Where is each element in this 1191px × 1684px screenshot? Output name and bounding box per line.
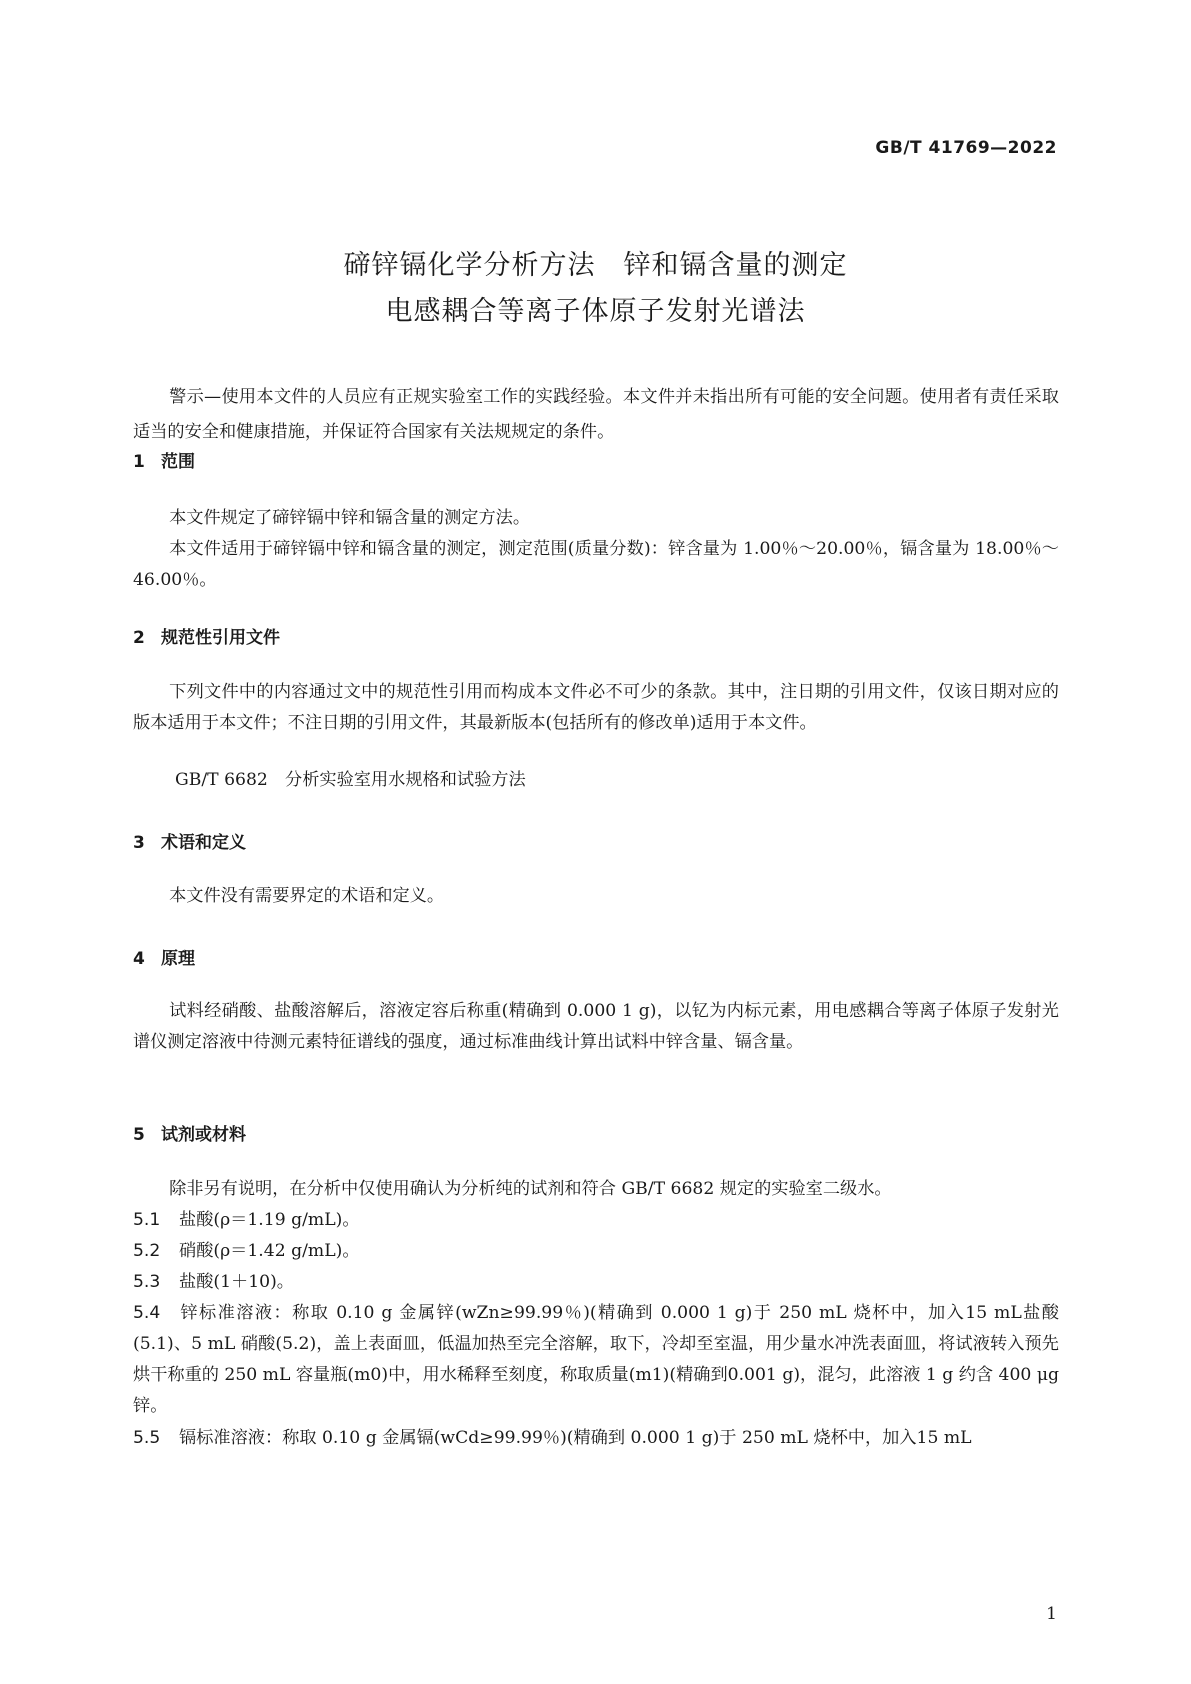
document-title-line-2: 电感耦合等离子体原子发射光谱法 (385, 296, 806, 327)
section-3-paragraph-1: 本文件没有需要界定的术语和定义。 (169, 886, 445, 906)
section-title: 试剂或材料 (161, 1125, 246, 1145)
section-2-paragraph-1: 下列文件中的内容通过文中的规范性引用而构成本文件必不可少的条款。其中，注日期的引用文件，仅该日期对应的版本适用于本文件；不注日期的引用文件，其最新版本(包括所有的修改单)适用于本文件。 (133, 682, 1059, 733)
document-body (133, 380, 1059, 1448)
section-number: 5 (133, 1125, 145, 1145)
warning-paragraph: 警示—使用本文件的人员应有正规实验室工作的实践经验。本文件并未指出所有可能的安全问题。使用者有责任采取适当的安全和健康措施，并保证符合国家有关法规规定的条件。 (133, 387, 1059, 442)
clause-5-2 (133, 1236, 1059, 1267)
clause-5-4 (133, 1298, 1059, 1422)
clause-5-3 (133, 1267, 1059, 1298)
clause-text: 硝酸(ρ＝1.42 g/mL)。 (179, 1241, 360, 1261)
section-3-heading (133, 828, 246, 853)
page-number: 1 (1046, 1604, 1057, 1624)
clause-text: 锌标准溶液：称取 0.10 g 金属锌(wZn≥99.99％)(精确到 0.000 1 g)于 250 mL 烧杯中，加入15 mL盐酸(5.1)、5 mL 硝酸(5.2)，盖上表面皿，低温加热至完全溶解，取下，冷却至室温，用少量水冲洗表面皿，将试液转入预先烘干称重的 250 mL 容量瓶(m0)中，用水稀释至刻度，称取质量(m1)(精确到0.001 g)，混匀，此溶液 1 g 约含 400 μg 锌。 (133, 1303, 1059, 1416)
section-title: 原理 (161, 949, 195, 969)
clause-text: 盐酸(1＋10)。 (179, 1272, 294, 1292)
section-title: 术语和定义 (161, 833, 246, 853)
section-1-paragraph-1: 本文件规定了碲锌镉中锌和镉含量的测定方法。 (169, 508, 531, 528)
clause-text: 镉标准溶液：称取 0.10 g 金属镉(wCd≥99.99％)(精确到 0.000 1 g)于 250 mL 烧杯中，加入15 mL (179, 1428, 972, 1448)
section-1-paragraph-2: 本文件适用于碲锌镉中锌和镉含量的测定，测定范围(质量分数)：锌含量为 1.00％～20.00％，镉含量为 18.00％～46.00％。 (133, 539, 1059, 590)
section-5-heading (133, 1120, 246, 1145)
section-number: 4 (133, 949, 145, 969)
standard-number: GB/T 41769—2022 (875, 138, 1057, 158)
section-title: 规范性引用文件 (161, 628, 280, 648)
section-number: 2 (133, 628, 145, 648)
clause-number: 5.5 (133, 1428, 161, 1448)
normative-reference: GB/T 6682 分析实验室用水规格和试验方法 (175, 770, 526, 790)
section-1-heading (133, 447, 195, 472)
section-4-heading (133, 944, 195, 969)
section-4-paragraph-1: 试料经硝酸、盐酸溶解后，溶液定容后称重(精确到 0.000 1 g)，以钇为内标元素，用电感耦合等离子体原子发射光谱仪测定溶液中待测元素特征谱线的强度，通过标准曲线计算出试料中锌含量、镉含量。 (133, 1001, 1059, 1052)
clause-number: 5.4 (133, 1303, 161, 1323)
section-number: 3 (133, 833, 145, 853)
section-number: 1 (133, 452, 145, 472)
section-title: 范围 (161, 452, 195, 472)
clause-number: 5.2 (133, 1241, 161, 1261)
clause-number: 5.3 (133, 1272, 161, 1292)
section-2-heading (133, 623, 280, 648)
document-title-line-1: 碲锌镉化学分析方法 锌和镉含量的测定 (343, 250, 848, 281)
clause-5-5 (133, 1423, 1059, 1454)
clause-number: 5.1 (133, 1210, 161, 1230)
section-5-paragraph-1: 除非另有说明，在分析中仅使用确认为分析纯的试剂和符合 GB/T 6682 规定的实验室二级水。 (169, 1179, 892, 1199)
clause-5-1 (133, 1205, 1059, 1236)
clause-text: 盐酸(ρ＝1.19 g/mL)。 (179, 1210, 360, 1230)
